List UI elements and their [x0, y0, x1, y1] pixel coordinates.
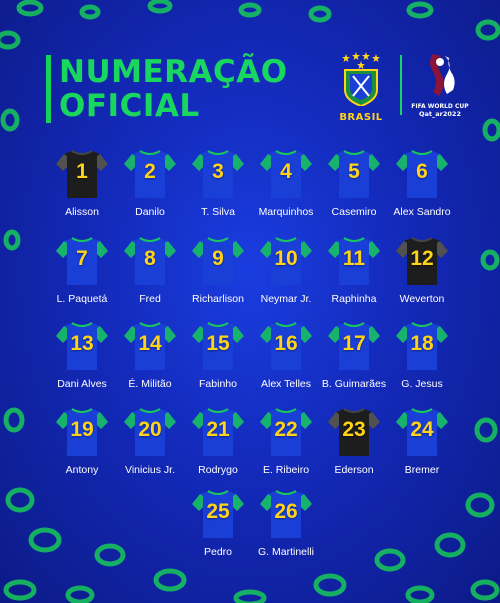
player-name: Raphinha	[331, 293, 377, 305]
jersey-number: 15	[206, 332, 230, 355]
player-card	[320, 148, 388, 218]
jersey-icon	[258, 235, 314, 287]
player-card	[48, 235, 116, 305]
jersey-icon	[54, 406, 110, 458]
jersey-number: 20	[138, 418, 162, 441]
player-card	[48, 320, 116, 390]
jersey-icon	[394, 235, 450, 287]
jersey-icon	[190, 320, 246, 372]
jersey-number: 8	[144, 247, 156, 270]
cbf-crest	[336, 52, 386, 123]
jersey-icon	[394, 406, 450, 458]
player-card	[252, 320, 320, 390]
player-name: Rodrygo	[198, 464, 238, 476]
player-name: B. Guimarães	[321, 378, 387, 390]
world-cup-logo	[408, 52, 472, 118]
jersey-icon	[394, 148, 450, 200]
jersey-icon	[190, 235, 246, 287]
jersey-number: 22	[274, 418, 298, 441]
cbf-crest-icon	[341, 52, 381, 106]
player-card	[388, 148, 456, 218]
title-line-1: NUMERAÇÃO	[59, 54, 288, 90]
jersey-number: 7	[76, 247, 88, 270]
jersey-number: 13	[70, 332, 94, 355]
poster-title	[46, 55, 288, 123]
player-name: Pedro	[203, 546, 233, 558]
player-name: Dani Alves	[57, 378, 107, 390]
player-name: G. Jesus	[401, 378, 443, 390]
jersey-icon	[190, 488, 246, 540]
player-name: Bremer	[404, 464, 440, 476]
jersey-icon	[326, 406, 382, 458]
player-name: Danilo	[135, 206, 165, 218]
player-card	[252, 406, 320, 476]
jersey-number: 19	[70, 418, 94, 441]
player-card	[184, 406, 252, 476]
jersey-icon	[258, 488, 314, 540]
jersey-number: 17	[342, 332, 366, 355]
player-name: Alex Telles	[261, 378, 311, 390]
jersey-icon	[326, 148, 382, 200]
player-card	[184, 320, 252, 390]
world-cup-edition: Qat_ar2022	[419, 110, 461, 118]
player-card	[320, 320, 388, 390]
jersey-number: 12	[410, 247, 434, 270]
jersey-number: 21	[206, 418, 230, 441]
player-name: É. Militão	[128, 378, 172, 390]
player-card	[184, 148, 252, 218]
player-name: T. Silva	[201, 206, 235, 218]
player-name: Richarlison	[192, 293, 244, 305]
player-name: Antony	[65, 464, 99, 476]
jersey-number: 1	[76, 160, 88, 183]
jersey-number: 16	[274, 332, 298, 355]
player-name: Weverton	[399, 293, 445, 305]
player-card	[116, 406, 184, 476]
jersey-icon	[122, 406, 178, 458]
player-card	[388, 320, 456, 390]
world-cup-label: FIFA WORLD CUP	[411, 103, 469, 110]
jersey-icon	[258, 148, 314, 200]
jersey-number: 26	[274, 500, 298, 523]
jersey-number: 14	[138, 332, 162, 355]
player-card	[388, 235, 456, 305]
player-card	[116, 320, 184, 390]
player-card	[320, 406, 388, 476]
jersey-icon	[394, 320, 450, 372]
player-name: Alex Sandro	[393, 206, 451, 218]
player-name: Fred	[139, 293, 161, 305]
player-card	[252, 235, 320, 305]
jersey-number: 9	[212, 247, 224, 270]
jersey-number: 6	[416, 160, 428, 183]
jersey-number: 24	[410, 418, 434, 441]
player-card	[252, 488, 320, 558]
player-card	[252, 148, 320, 218]
player-name: G. Martinelli	[257, 546, 314, 558]
jersey-icon	[326, 320, 382, 372]
jersey-icon	[54, 320, 110, 372]
player-name: Marquinhos	[258, 206, 314, 218]
player-card	[388, 406, 456, 476]
player-name: L. Paquetá	[56, 293, 108, 305]
jersey-number: 4	[280, 160, 292, 183]
jersey-number: 18	[410, 332, 434, 355]
jersey-icon	[122, 320, 178, 372]
jersey-icon	[122, 235, 178, 287]
player-name: Vinicius Jr.	[125, 464, 175, 476]
jersey-number: 2	[144, 160, 156, 183]
player-card	[116, 148, 184, 218]
player-card	[184, 235, 252, 305]
jersey-icon	[326, 235, 382, 287]
jersey-number: 25	[206, 500, 230, 523]
jersey-icon	[190, 148, 246, 200]
jersey-icon	[258, 320, 314, 372]
world-cup-trophy-icon	[423, 52, 457, 98]
player-name: Alisson	[65, 206, 99, 218]
player-name: Casemiro	[331, 206, 377, 218]
header-divider	[400, 55, 402, 115]
title-line-2: OFICIAL	[59, 88, 200, 124]
jersey-icon	[54, 148, 110, 200]
jersey-icon	[258, 406, 314, 458]
player-name: Neymar Jr.	[260, 293, 312, 305]
player-name: E. Ribeiro	[262, 464, 310, 476]
player-name: Fabinho	[199, 378, 237, 390]
jersey-number: 3	[212, 160, 224, 183]
jersey-number: 23	[342, 418, 366, 441]
jersey-number: 5	[348, 160, 360, 183]
jersey-number: 10	[274, 247, 298, 270]
player-card	[116, 235, 184, 305]
player-card	[320, 235, 388, 305]
federation-label: BRASIL	[339, 112, 383, 123]
player-name: Ederson	[334, 464, 374, 476]
player-card	[48, 406, 116, 476]
jersey-icon	[122, 148, 178, 200]
jersey-icon	[190, 406, 246, 458]
player-card	[184, 488, 252, 558]
player-card	[48, 148, 116, 218]
jersey-number: 11	[342, 247, 366, 270]
jersey-icon	[54, 235, 110, 287]
